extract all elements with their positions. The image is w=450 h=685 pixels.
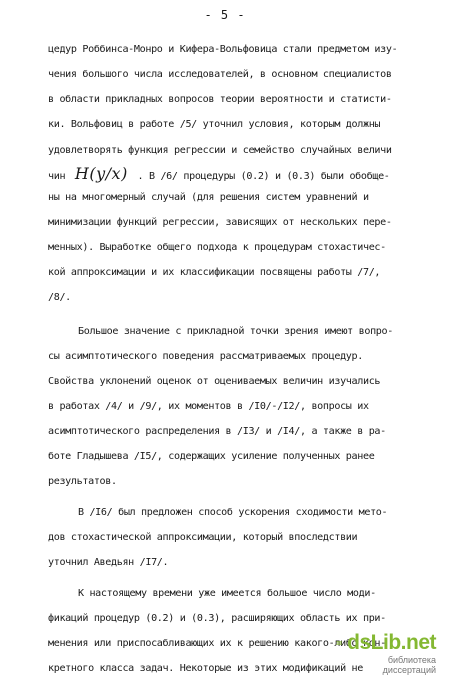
text-line: удовлетворять функция регрессии и семейство случайных величи — [48, 145, 392, 156]
watermark — [336, 631, 436, 675]
text-line: в области прикладных вопросов теории вероятности и статисти- — [48, 94, 392, 105]
text-line: К настоящему времени уже имеется большое число моди- — [78, 588, 376, 599]
book-stack-icon — [336, 636, 342, 650]
handwritten-formula: H(y/x) — [74, 164, 128, 183]
page-number: - 5 - — [204, 8, 246, 22]
text-line: сы асимптотического поведения рассматриваемых процедур. — [48, 351, 363, 362]
text-line: /8/. — [48, 292, 71, 303]
text-line: боте Гладышева /I5/, содержащих усиление полученных ранее — [48, 451, 375, 462]
formula-suffix: . В /6/ процедуры (0.2) и (0.3) были обобще- — [137, 171, 390, 182]
text-line: Большое значение с прикладной точки зрения имеют вопро- — [78, 326, 393, 337]
text-line: В /I6/ был предложен способ ускорения сходимости мето- — [78, 507, 388, 518]
text-line: ки. Вольфовиц в работе /5/ уточнил условия, которым должны — [48, 119, 381, 130]
text-line: чения большого числа исследователей, в основном специалистов — [48, 69, 392, 80]
text-line: кой аппроксимации и их классификации посвящены работы /7/, — [48, 267, 381, 278]
text-line: уточнил Аведьян /I7/. — [48, 557, 169, 568]
text-line: фикаций процедур (0.2) и (0.3), расширяющих область их при- — [48, 613, 386, 624]
text-line: результатов. — [48, 476, 117, 487]
text-line: асимптотического распределения в /I3/ и /I4/, а также в ра- — [48, 426, 386, 437]
text-line: менных). Выработке общего подхода к процедурам стохастичес- — [48, 242, 386, 253]
text-line: кретного класса задач. Некоторые из этих модификаций не — [48, 663, 363, 674]
formula-prefix: чин — [48, 171, 66, 182]
text-line: в работах /4/ и /9/, их моментов в /I0/-/I2/, вопросы их — [48, 401, 369, 412]
text-line: цедур Роббинса-Монро и Кифера-Вольфовица стали предметом изу- — [48, 44, 398, 55]
watermark-logo — [336, 631, 436, 655]
text-line: дов стохастической аппроксимации, который впоследствии — [48, 532, 358, 543]
text-line: ны на многомерный случай (для решения систем уравнений и — [48, 192, 369, 203]
text-line: Свойства уклонений оценок от оцениваемых величин изучались — [48, 376, 381, 387]
text-line: минимизации функций регрессии, зависящих от нескольких пере- — [48, 217, 392, 228]
text-line: менения или приспосабливающих их к решению какого-либо кон- — [48, 638, 386, 649]
formula-line — [48, 164, 390, 187]
watermark-tagline: библиотека диссертаций — [382, 655, 436, 675]
watermark-name: dsLib.net — [347, 631, 436, 654]
